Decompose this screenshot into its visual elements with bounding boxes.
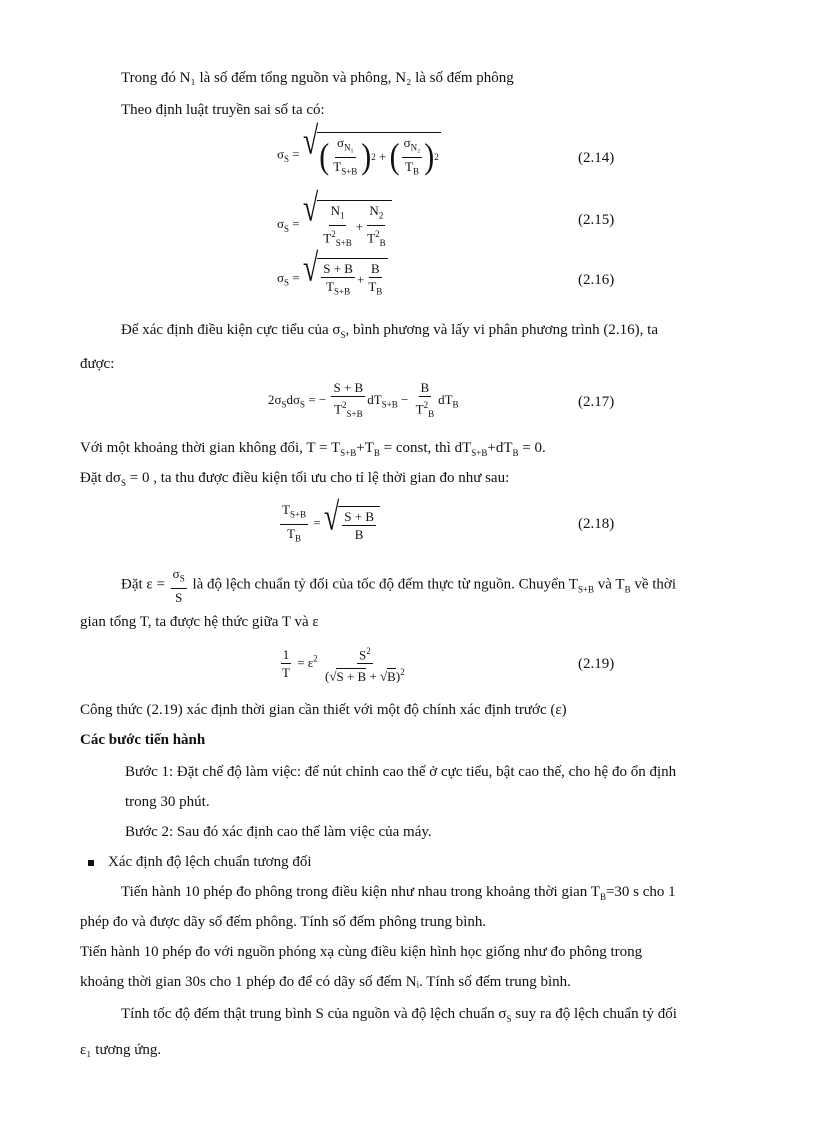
para-total-time: gian tổng T, ta được hệ thức giữa T và ε [80, 614, 319, 630]
bullet-icon [88, 860, 94, 866]
para-true-rate: Tính tốc độ đếm thật trung bình S của nguồn và độ lệch chuẩn $\sigma_S$ suy ra độ lệch chuẩn tỷ đối [121, 1006, 677, 1024]
equation-number: (2.15) [578, 212, 615, 228]
para-source-measure: Tiến hành 10 phép đo với nguồn phóng xạ cùng điều kiện hình học giống như đo phông trong [80, 944, 643, 960]
step-1: Bước 1: Đặt chế độ làm việc: để nút chỉnh cao thế ở cực tiểu, bật cao thế, cho hệ đo ổn định [125, 764, 677, 780]
para-true-rate-cont: ε₁ tương ứng. [80, 1042, 162, 1058]
equation-number: (2.14) [578, 150, 615, 166]
step-1-cont: trong 30 phút. [125, 794, 210, 810]
bullet-item: Xác định độ lệch chuẩn tương đối [88, 852, 312, 872]
para-source-cont: khoảng thời gian 30s cho 1 phép đo để có dãy số đếm Nᵢ. Tính số đếm trung bình. [80, 974, 571, 990]
equation-2-17: $2\sigma_Sd\sigma_S$ = − $\frac{S + B}{T^2_{S+B}}$ $dT_{S+B}$ − $\frac{B}{T^2_B}$ $dT_B$ [268, 380, 459, 419]
step-2: Bước 2: Sau đó xác định cao thế làm việc của máy. [125, 824, 432, 840]
para-error-law: Theo định luật truyền sai số ta có: [121, 102, 325, 118]
equation-number: (2.18) [578, 516, 615, 532]
equation-2-16: $\sigma_S$ = √ $\frac{S + B}{T_{S+B}}$ + $\frac{B}{T_B}$ [277, 258, 388, 300]
para-background-cont: phép đo và được dãy số đếm phông. Tính số đếm phông trung bình. [80, 914, 487, 930]
para-n1-n2: Trong đó N₁ là số đếm tổng nguồn và phông, N₂ là số đếm phông [121, 70, 514, 86]
equation-number: (2.19) [578, 656, 615, 672]
equation-2-14: $\sigma_S$ = √ ( $\frac{\sigma_{N_1}}{T_{S+B}}$ ) 2 + ( $\frac{\sigma_{N_2}}{T_B}$ ) 2 [277, 132, 441, 179]
equation-2-19: $\frac{1}{T}$ = $\varepsilon^2$ $\frac{S^2}{(√S + B + √B)^2}$ [282, 646, 405, 684]
para-background-measure: Tiến hành 10 phép đo phông trong điều kiện như nhau trong khoảng thời gian $T_B=30$ s cho 1 [121, 884, 676, 902]
equation-number: (2.17) [578, 394, 615, 410]
para-minimum-condition: Để xác định điều kiện cực tiểu của $\sigma_S$, bình phương và lấy vi phân phương trình (2.16), ta [121, 322, 658, 340]
equation-2-15: $\sigma_S$ = √ $\frac{N_1}{T^2_{S+B}}$ + $\frac{N_2}{T^2_B}$ [277, 200, 392, 251]
para-optimum: Đặt $d\sigma_S = 0$ , ta thu được điều kiện tối ưu cho tỉ lệ thời gian đo như sau: [80, 470, 510, 488]
para-relative-deviation: Đặt ε = $\frac{\sigma_S}{S}$ là độ lệch chuẩn tỷ đối của tốc độ đếm thực từ nguồn. Chuyển $T_{S+B}$ và $T_B$ về thời [121, 566, 677, 605]
para-continued: được: [80, 356, 115, 372]
equation-2-18: $\frac{T_{S+B}}{T_B}$ = √ $\frac{S + B}{B}$ [278, 502, 380, 546]
para-formula-meaning: Công thức (2.19) xác định thời gian cần thiết với một độ chính xác định trước (ε) [80, 702, 567, 718]
section-heading: Các bước tiến hành [80, 732, 206, 748]
equation-number: (2.16) [578, 272, 615, 288]
para-constant-time: Với một khoảng thời gian không đổi, $T = T_{S+B}+T_B$ = const, thì $dT_{S+B}+dT_B = 0$. [80, 440, 546, 458]
